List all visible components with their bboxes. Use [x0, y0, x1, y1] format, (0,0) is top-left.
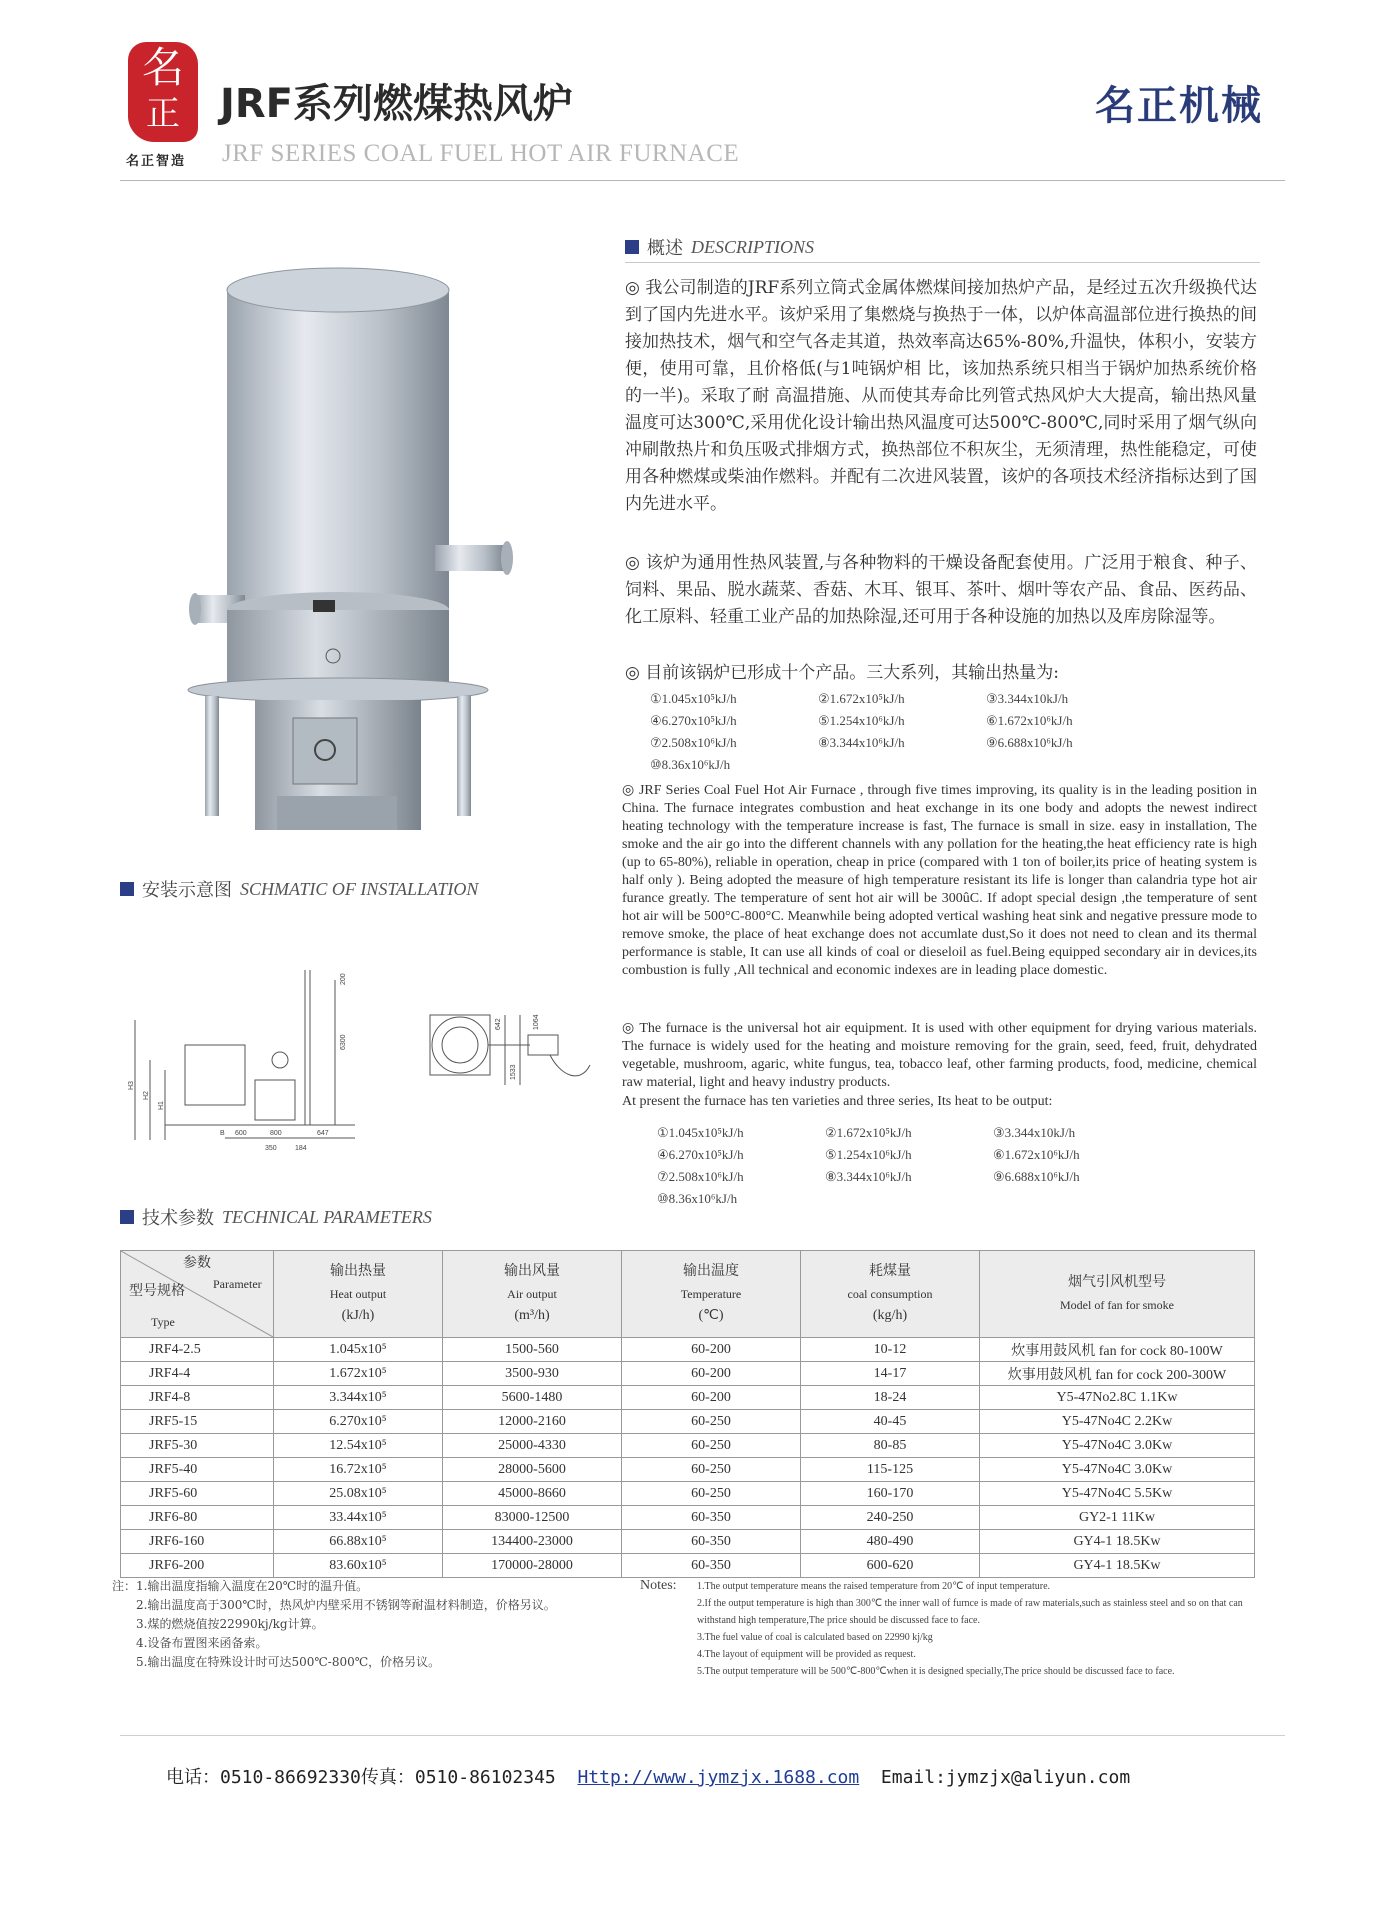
contact-footer	[166, 1763, 1130, 1789]
column-header	[443, 1251, 622, 1338]
schematic-heading-en: SCHMATIC OF INSTALLATION	[240, 878, 479, 899]
table-cell: 115-125	[801, 1458, 980, 1482]
descriptions-heading	[625, 234, 814, 260]
furnace-photo	[185, 260, 525, 840]
output-item: ⑨6.688x10⁶kJ/h	[993, 1169, 1080, 1184]
table-cell: GY4-1 18.5Kw	[980, 1554, 1255, 1578]
table-cell: JRF5-60	[121, 1482, 274, 1506]
dim-350: 350	[265, 1145, 277, 1152]
table-cell: 60-350	[622, 1506, 801, 1530]
table-cell: 83.60x10⁵	[274, 1554, 443, 1578]
seal-char-2: 正	[146, 94, 180, 134]
description-en-paragraph-1: ◎ JRF Series Coal Fuel Hot Air Furnace , through five times improving, its quality is in the leading position in China. The furnace integrates combustion and heat exchange in its one body and adopts the newest indirect heating technology with the temperature increase is fast, The furnace is small in size. easy in installation, The smoke and the air go into the different channels with any pollation for the heating,the heat efficiency rate is high (up to 65-80%), reliable in operation, cheap in price (compared with 1 ton of boiler,its price of heating system is half only ). Being adopted the measure of high temperature resistant its life is longer than calandria type hot air furance greatly. The temperature of sent hot air will be 300ûC. If adopt special design ,the temperature of sent hot air will be 500°C-800°C. Meanwhile being adopted vertical washing heat sink and negative pressure mode to remove smoke, the place of heat exchange does not accumlate dust,So it does not need to clean and its thermal performance is stable, It can use all kinds of coal or dieseloil as fuel.Being equipped secondary air in devices,its combustion is fully ,All technical and economic indexes are in leading place domestic.	[622, 783, 1257, 978]
table-cell: 480-490	[801, 1530, 980, 1554]
note-en-item: 4.The layout of equipment will be provided as request.	[697, 1649, 916, 1660]
output-item: ⑧3.344x10⁶kJ/h	[818, 735, 905, 750]
table-cell: 60-250	[622, 1434, 801, 1458]
section-marker-icon	[120, 1210, 134, 1224]
table-cell: 60-200	[622, 1386, 801, 1410]
table-cell: Y5-47No4C 3.0Kw	[980, 1458, 1255, 1482]
dim-647: 647	[317, 1130, 329, 1137]
column-header-unit: (kJ/h)	[341, 1308, 375, 1323]
table-cell: 炊事用鼓风机 fan for cock 200-300W	[980, 1362, 1255, 1386]
table-cell: 83000-12500	[443, 1506, 622, 1530]
table-cell: 1.045x10⁵	[274, 1338, 443, 1362]
table-cell: 28000-5600	[443, 1458, 622, 1482]
notes-cn-list	[136, 1577, 606, 1672]
dim-600: 600	[235, 1130, 247, 1137]
table-cell: JRF6-160	[121, 1530, 274, 1554]
dim-h2: H2	[143, 1091, 150, 1100]
table-cell: 160-170	[801, 1482, 980, 1506]
footer-divider	[120, 1735, 1285, 1736]
note-cn-item: 1.输出温度指输入温度在20℃时的温升值。	[136, 1579, 369, 1593]
output-item: ⑧3.344x10⁶kJ/h	[825, 1169, 912, 1184]
header-divider	[120, 180, 1285, 181]
dim-h1: H1	[158, 1101, 165, 1110]
column-header-cn: 耗煤量	[869, 1264, 911, 1279]
descriptions-divider	[625, 262, 1260, 263]
table-row	[121, 1386, 1255, 1410]
table-cell: 170000-28000	[443, 1554, 622, 1578]
corner-en-top: Parameter	[213, 1277, 262, 1291]
outputs-cn-list	[650, 688, 1154, 776]
table-cell: JRF6-80	[121, 1506, 274, 1530]
note-en-item: 5.The output temperature will be 500℃-800℃when it is designed specially,The price should be discussed face to face.	[697, 1666, 1175, 1677]
column-header-unit: (m³/h)	[514, 1308, 550, 1323]
table-row	[121, 1362, 1255, 1386]
output-item: ④6.270x10⁵kJ/h	[657, 1147, 744, 1162]
column-header-cn: 输出风量	[504, 1264, 560, 1279]
table-cell: 16.72x10⁵	[274, 1458, 443, 1482]
table-row	[121, 1434, 1255, 1458]
corner-en-bottom: Type	[151, 1315, 175, 1329]
description-cn-paragraph-1: ◎ 我公司制造的JRF系列立筒式金属体燃煤间接加热炉产品，是经过五次升级换代达到了国内先进水平。该炉采用了集燃烧与换热于一体，以炉体高温部位进行换热的间接加热技术，烟气和空气各走其道，热效率高达65%-80%,升温快，体积小，安装方便，使用可靠，且价格低(与1吨锅炉相 比，该加热系统只相当于锅炉加热系统价格的一半)。采取了耐 高温措施、从而使其寿命比列管式热风炉大大提高，输出热风量温度可达300℃,采用优化设计输出热风温度可达500℃-800℃,同时采用了烟气纵向冲刷散热片和负压吸式排烟方式，换热部位不积灰尘，无须清理，热性能稳定，可使用各种燃煤或柴油作燃料。并配有二次进风装置，该炉的各项技术经济指标达到了国内先进水平。	[625, 278, 1257, 514]
company-seal-logo	[128, 42, 198, 142]
descriptions-heading-cn: 概述	[647, 238, 683, 259]
output-item: ④6.270x10⁵kJ/h	[650, 713, 737, 728]
table-header-row	[121, 1251, 1255, 1338]
output-item: ⑤1.254x10⁶kJ/h	[825, 1147, 912, 1162]
table-cell: 炊事用鼓风机 fan for cock 80-100W	[980, 1338, 1255, 1362]
dim-6300: 6300	[340, 1034, 347, 1050]
table-cell: JRF5-15	[121, 1410, 274, 1434]
descriptions-heading-en: DESCRIPTIONS	[691, 236, 814, 257]
side-elevation-schematic	[105, 960, 375, 1160]
table-cell: 60-200	[622, 1338, 801, 1362]
table-row	[121, 1458, 1255, 1482]
table-cell: 33.44x10⁵	[274, 1506, 443, 1530]
table-row	[121, 1530, 1255, 1554]
table-cell: GY2-1 11Kw	[980, 1506, 1255, 1530]
column-header-unit: (kg/h)	[872, 1308, 908, 1323]
note-en-item: 2.If the output temperature is high than 300℃ the inner wall of furnce is made of raw materials,such as stainless steel and so on that can withstand high temperature,The price should be discussed face to face.	[697, 1598, 1243, 1626]
table-cell: JRF5-40	[121, 1458, 274, 1482]
table-cell: 25000-4330	[443, 1434, 622, 1458]
table-row	[121, 1410, 1255, 1434]
output-item: ⑩8.36x10⁶kJ/h	[650, 757, 731, 772]
table-row	[121, 1506, 1255, 1530]
section-marker-icon	[625, 240, 639, 254]
table-cell: Y5-47No4C 2.2Kw	[980, 1410, 1255, 1434]
note-cn-item: 2.输出温度高于300℃时，热风炉内壁采用不锈钢等耐温材料制造，价格另议。	[136, 1598, 556, 1612]
brand-name: 名正机械	[1095, 83, 1263, 129]
technical-table-body	[121, 1338, 1255, 1578]
seal-caption: 名正智造	[126, 154, 187, 169]
schematic-heading	[120, 876, 478, 902]
output-item: ①1.045x10⁵kJ/h	[657, 1125, 744, 1140]
dim-1533: 1533	[510, 1064, 517, 1080]
output-item: ②1.672x10⁵kJ/h	[818, 691, 905, 706]
column-header-unit: (℃)	[698, 1308, 724, 1323]
dim-1064: 1064	[533, 1014, 540, 1030]
email[interactable]: Email:jymzjx@aliyun.com	[880, 1767, 1131, 1788]
dim-h3: H3	[128, 1081, 135, 1090]
description-en-paragraph-2: ◎ The furnace is the universal hot air equipment. It is used with other equipment for drying various materials. The furnace is widely used for the heating and moisture removing for the grain, seed, feed, fruit, dehydrated vegetable, mushroom, agaric, white fungus, tea, tobacco leaf, other farming products, food, medicine, chemical raw material, light and heavy industry products.	[622, 1021, 1257, 1090]
column-header-cn: 输出热量	[330, 1264, 386, 1279]
table-cell: Y5-47No4C 3.0Kw	[980, 1434, 1255, 1458]
column-header	[274, 1251, 443, 1338]
column-header-cn: 烟气引风机型号	[1068, 1275, 1166, 1290]
table-cell: 240-250	[801, 1506, 980, 1530]
table-cell: JRF4-2.5	[121, 1338, 274, 1362]
column-header-en: Air output	[507, 1287, 557, 1301]
output-item: ⑥1.672x10⁶kJ/h	[993, 1147, 1080, 1162]
dim-642: 642	[495, 1018, 502, 1030]
corner-cn-top: 参数	[183, 1256, 211, 1271]
technical-parameters-table	[120, 1250, 1255, 1578]
column-header-en: Model of fan for smoke	[1060, 1298, 1174, 1312]
description-en-paragraph-3: At present the furnace has ten varieties and three series, Its heat to be output:	[622, 1094, 1053, 1109]
table-cell: GY4-1 18.5Kw	[980, 1530, 1255, 1554]
notes-cn-label: 注：	[112, 1579, 137, 1593]
output-item: ③3.344x10kJ/h	[986, 691, 1069, 706]
technical-heading-en: TECHNICAL PARAMETERS	[222, 1206, 432, 1227]
tel-fax: 电话：0510-86692330传真：0510-86102345	[166, 1767, 556, 1788]
description-cn-paragraph-2: ◎ 该炉为通用性热风装置,与各种物料的干燥设备配套使用。广泛用于粮食、种子、饲料、果品、脱水蔬菜、香菇、木耳、银耳、茶叶、烟叶等农产品、食品、医药品、化工原料、轻重工业产品的加热除湿,还可用于各种设施的加热以及库房除湿等。	[625, 553, 1257, 627]
table-cell: 60-350	[622, 1530, 801, 1554]
header-corner-cell	[121, 1251, 274, 1338]
corner-cn-bottom: 型号规格	[129, 1284, 185, 1299]
note-en-item: 3.The fuel value of coal is calculated based on 22990 kj/kg	[697, 1632, 933, 1643]
table-cell: 1500-560	[443, 1338, 622, 1362]
table-cell: JRF4-8	[121, 1386, 274, 1410]
column-header	[801, 1251, 980, 1338]
outputs-en-list	[657, 1122, 1161, 1210]
technical-heading	[120, 1204, 432, 1230]
column-header-en: Heat output	[329, 1287, 387, 1301]
column-header-en: coal consumption	[847, 1287, 933, 1301]
output-item: ①1.045x10⁵kJ/h	[650, 691, 737, 706]
table-row	[121, 1338, 1255, 1362]
plan-view-schematic	[410, 1005, 600, 1105]
table-cell: JRF6-200	[121, 1554, 274, 1578]
note-cn-item: 4.设备布置图来函备索。	[136, 1636, 268, 1650]
column-header	[980, 1251, 1255, 1338]
column-header-cn: 输出温度	[683, 1264, 739, 1279]
table-cell: Y5-47No4C 5.5Kw	[980, 1482, 1255, 1506]
table-cell: JRF4-4	[121, 1362, 274, 1386]
table-cell: JRF5-30	[121, 1434, 274, 1458]
dim-200: 200	[340, 973, 347, 985]
notes-en-label: Notes:	[640, 1578, 677, 1593]
table-cell: 45000-8660	[443, 1482, 622, 1506]
output-item: ③3.344x10kJ/h	[993, 1125, 1076, 1140]
table-row	[121, 1482, 1255, 1506]
table-cell: 60-250	[622, 1410, 801, 1434]
table-cell: 25.08x10⁵	[274, 1482, 443, 1506]
technical-heading-cn: 技术参数	[142, 1208, 214, 1229]
table-cell: 3.344x10⁵	[274, 1386, 443, 1410]
page-subtitle: JRF SERIES COAL FUEL HOT AIR FURNACE	[222, 140, 740, 167]
table-cell: 18-24	[801, 1386, 980, 1410]
table-cell: 600-620	[801, 1554, 980, 1578]
table-cell: 40-45	[801, 1410, 980, 1434]
table-cell: 60-350	[622, 1554, 801, 1578]
output-item: ②1.672x10⁵kJ/h	[825, 1125, 912, 1140]
table-cell: 60-200	[622, 1362, 801, 1386]
output-item: ⑤1.254x10⁶kJ/h	[818, 713, 905, 728]
output-item: ⑦2.508x10⁶kJ/h	[650, 735, 737, 750]
table-cell: Y5-47No2.8C 1.1Kw	[980, 1386, 1255, 1410]
column-header-en: Temperature	[680, 1287, 742, 1301]
table-cell: 6.270x10⁵	[274, 1410, 443, 1434]
website-link[interactable]: Http://www.jymzjx.1688.com	[577, 1767, 860, 1788]
table-cell: 12000-2160	[443, 1410, 622, 1434]
output-item: ⑦2.508x10⁶kJ/h	[657, 1169, 744, 1184]
note-en-item: 1.The output temperature means the raised temperature from 20℃ of input temperature.	[697, 1581, 1051, 1592]
table-cell: 5600-1480	[443, 1386, 622, 1410]
output-item: ⑥1.672x10⁶kJ/h	[986, 713, 1073, 728]
table-cell: 60-250	[622, 1482, 801, 1506]
page-title: JRF系列燃煤热风炉	[220, 81, 574, 127]
table-cell: 1.672x10⁵	[274, 1362, 443, 1386]
note-cn-item: 5.输出温度在特殊设计时可达500℃-800℃，价格另议。	[136, 1655, 441, 1669]
column-header	[622, 1251, 801, 1338]
output-item: ⑨6.688x10⁶kJ/h	[986, 735, 1073, 750]
dim-b: B	[220, 1130, 225, 1137]
description-cn-paragraph-3: ◎ 目前该锅炉已形成十个产品。三大系列，其输出热量为:	[625, 663, 1059, 683]
table-cell: 12.54x10⁵	[274, 1434, 443, 1458]
table-cell: 3500-930	[443, 1362, 622, 1386]
seal-char-1: 名	[141, 43, 184, 92]
table-cell: 10-12	[801, 1338, 980, 1362]
schematic-heading-cn: 安装示意图	[142, 880, 232, 901]
section-marker-icon	[120, 882, 134, 896]
table-cell: 66.88x10⁵	[274, 1530, 443, 1554]
table-row	[121, 1554, 1255, 1578]
table-cell: 134400-23000	[443, 1530, 622, 1554]
dim-184: 184	[295, 1145, 307, 1152]
table-cell: 14-17	[801, 1362, 980, 1386]
table-cell: 80-85	[801, 1434, 980, 1458]
table-cell: 60-250	[622, 1458, 801, 1482]
dim-800: 800	[270, 1130, 282, 1137]
output-item: ⑩8.36x10⁶kJ/h	[657, 1191, 738, 1206]
notes-en-list	[697, 1578, 1272, 1680]
note-cn-item: 3.煤的燃烧值按22990kj/kg计算。	[136, 1617, 324, 1631]
